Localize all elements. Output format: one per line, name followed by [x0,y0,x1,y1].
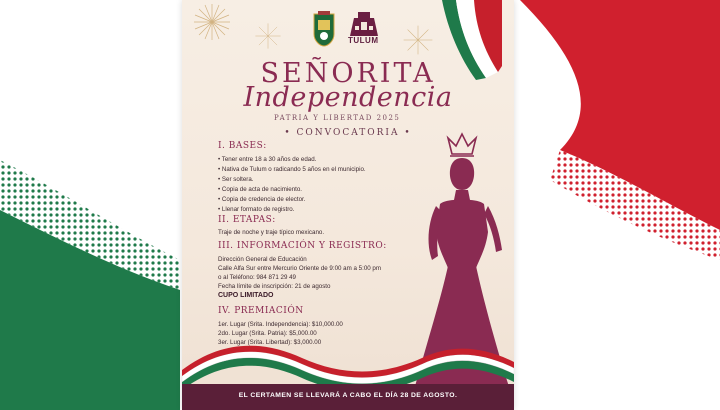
bases-line: • Tener entre 18 a 30 años de edad. [218,156,317,163]
section-informacion-title: III. INFORMACIÓN Y REGISTRO: [218,241,387,251]
bases-line: • Copia de acta de nacimiento. [218,186,303,193]
footer-date-text: EL CERTAMEN SE LLEVARÁ A CABO EL DÍA 28 DE AGOSTO. [238,392,458,399]
premiacion-line: 3er. Lugar (Srita. Libertad): $3,000.00 [218,339,322,346]
tricolor-ribbon-decoration [182,342,514,390]
bases-line: • Ser soltera. [218,176,254,183]
premiacion-line: 2do. Lugar (Srita. Patria): $5,000.00 [218,330,317,337]
tulum-logo-text: TULUM [348,36,379,45]
etapas-line: Traje de noche y traje típico mexicano. [218,229,325,236]
informacion-line: Fecha límite de inscripción: 21 de agosto [218,283,331,290]
crown-icon [448,134,476,156]
footer-banner [182,384,514,410]
convocatoria-heading: • CONVOCATORIA • [284,128,412,138]
title-independencia: Independencia [243,82,453,113]
informacion-line: Dirección General de Educación [218,256,307,263]
informacion-line: o al Teléfono: 984 871 29 49 [218,274,296,281]
section-etapas-title: II. ETAPAS: [218,215,276,225]
coat-of-arms-icon [314,11,334,46]
informacion-line: Calle Alfa Sur entre Mercurio Oriente de 9:00 am a 5:00 pm [218,265,382,272]
section-premiacion-title: IV. PREMIACIÓN [218,306,304,316]
premiacion-line: 1er. Lugar (Srita. Independencia): $10,000.00 [218,321,343,328]
tulum-pyramid-logo-icon [350,12,378,36]
bases-line: • Copia de credencia de elector. [218,196,306,203]
section-bases-title: I. BASES: [218,141,267,151]
contest-poster [182,0,514,410]
title-senorita: SEÑORITA [260,58,436,89]
cupo-limitado-label: CUPO LIMITADO [218,292,274,299]
bases-line: • Nativa de Tulum o radicando 5 años en el municipio. [218,166,366,173]
bases-line: • Llenar formato de registro. [218,206,295,213]
title-patria-y-libertad: PATRIA Y LIBERTAD 2025 [274,114,401,122]
